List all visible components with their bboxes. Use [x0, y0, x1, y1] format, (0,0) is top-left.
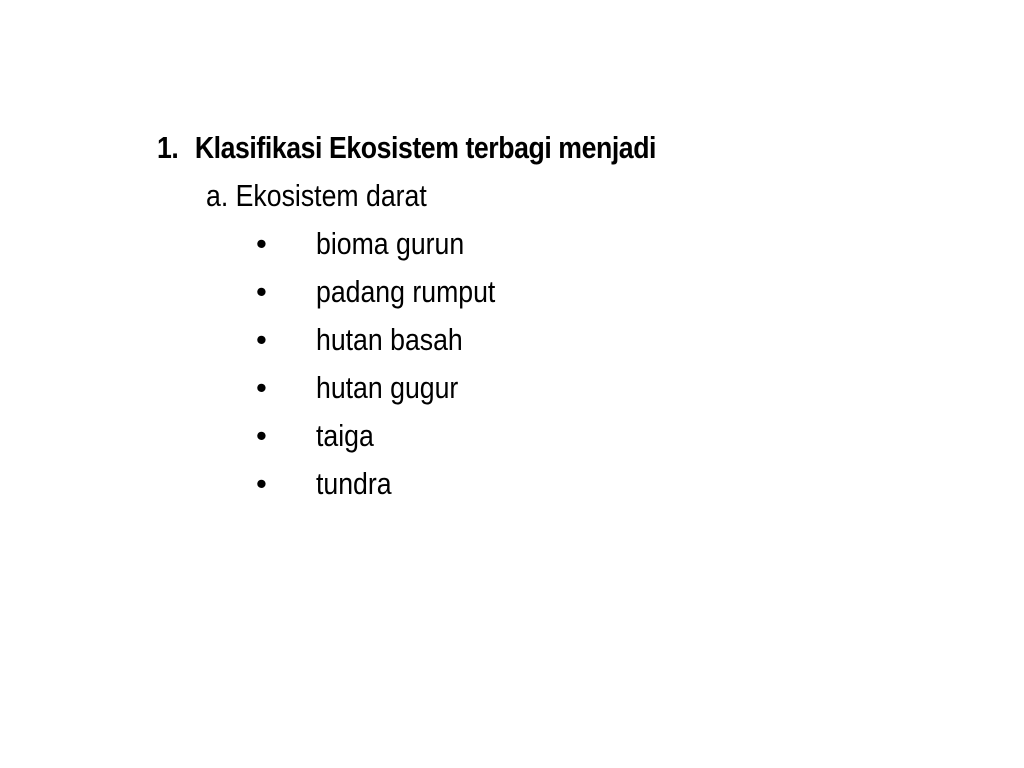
- heading-text: Klasifikasi Ekosistem terbagi menjadi: [194, 130, 657, 165]
- list-item-text: bioma gurun: [316, 226, 465, 261]
- list-item-text: taiga: [316, 418, 374, 453]
- list-item-text: hutan gugur: [316, 370, 459, 405]
- list-item-text: padang rumput: [316, 274, 496, 309]
- list-item-text: tundra: [316, 466, 392, 501]
- bullet-icon: •: [256, 370, 267, 405]
- list-item-text: hutan basah: [316, 322, 463, 357]
- sub-heading: a. Ekosistem darat: [206, 178, 427, 213]
- bullet-icon: •: [256, 226, 267, 261]
- bullet-icon: •: [256, 274, 267, 309]
- list-number: 1.: [157, 130, 179, 165]
- list-heading: [157, 130, 656, 166]
- bullet-icon: •: [256, 418, 267, 453]
- bullet-icon: •: [256, 322, 267, 357]
- bullet-icon: •: [256, 466, 267, 501]
